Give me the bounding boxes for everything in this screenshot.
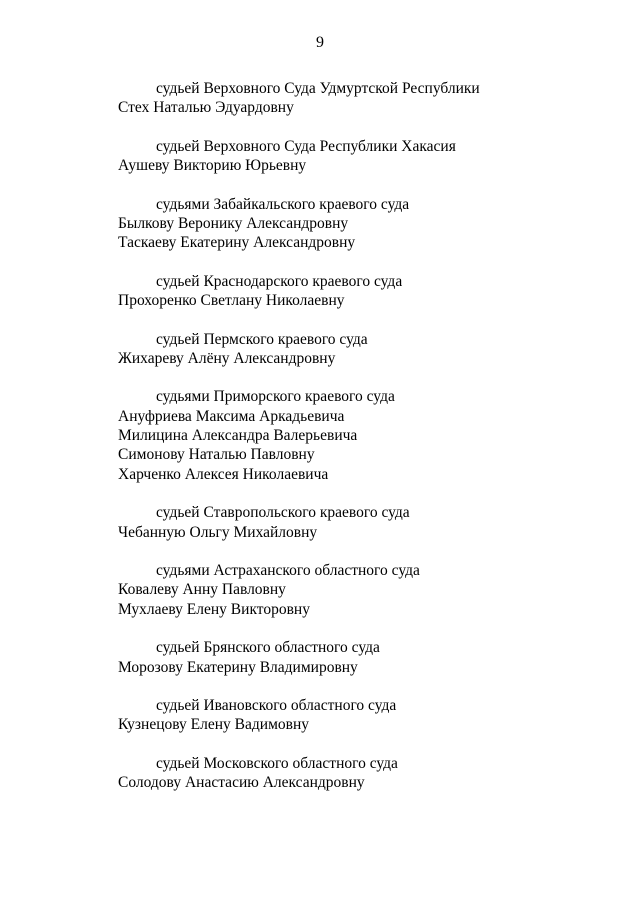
appointment-section [118, 330, 618, 369]
judge-name: Кузнецову Елену Вадимовну [118, 716, 310, 734]
court-heading: судьей Московского областного суда [156, 754, 398, 772]
court-heading: судьей Верховного Суда Удмуртской Республики [156, 80, 480, 97]
appointment-section [118, 195, 618, 253]
page-number: 9 [316, 34, 324, 51]
judge-name: Милицина Александра Валерьевича [118, 427, 358, 445]
appointment-section [118, 561, 618, 619]
judge-name: Солодову Анастасию Александровну [118, 774, 365, 792]
judge-name: Чебанную Ольгу Михайловну [118, 523, 318, 541]
court-heading: судьей Пермского краевого суда [156, 330, 368, 348]
court-heading: судьей Верховного Суда Республики Хакасия [156, 137, 456, 155]
judge-name: Ковалеву Анну Павловну [118, 581, 286, 599]
judge-name: Былкову Веронику Александровну [118, 214, 349, 232]
court-heading: судьями Астраханского областного суда [156, 562, 420, 580]
judge-name: Таскаеву Екатерину Александровну [118, 234, 356, 252]
appointment-section [118, 137, 618, 176]
judge-name: Жихареву Алёну Александровну [118, 349, 336, 367]
appointment-section [118, 503, 618, 542]
court-heading: судьями Приморского краевого суда [156, 388, 395, 406]
judge-name: Харченко Алексея Николаевича [118, 465, 329, 483]
appointment-section [118, 696, 618, 735]
appointments-list [118, 79, 618, 812]
appointment-section [118, 638, 618, 677]
court-heading: судьей Брянского областного суда [156, 639, 380, 657]
court-heading: судьей Краснодарского краевого суда [156, 272, 403, 290]
court-heading: судьями Забайкальского краевого суда [156, 195, 410, 213]
judge-name: Ануфриева Максима Аркадьевича [118, 407, 345, 425]
judge-name: Стех Наталью Эдуардовну [118, 99, 294, 117]
appointment-section [118, 754, 618, 793]
court-heading: судьей Ивановского областного суда [156, 696, 397, 714]
judge-name: Прохоренко Светлану Николаевну [118, 292, 345, 310]
judge-name: Аушеву Викторию Юрьевну [118, 157, 307, 175]
appointment-section [118, 387, 618, 484]
appointment-section [118, 79, 618, 118]
judge-name: Морозову Екатерину Владимировну [118, 658, 358, 676]
court-heading: судьей Ставропольского краевого суда [156, 504, 410, 522]
judge-name: Мухлаеву Елену Викторовну [118, 600, 310, 618]
judge-name: Симонову Наталью Павловну [118, 446, 315, 464]
appointment-section [118, 272, 618, 311]
